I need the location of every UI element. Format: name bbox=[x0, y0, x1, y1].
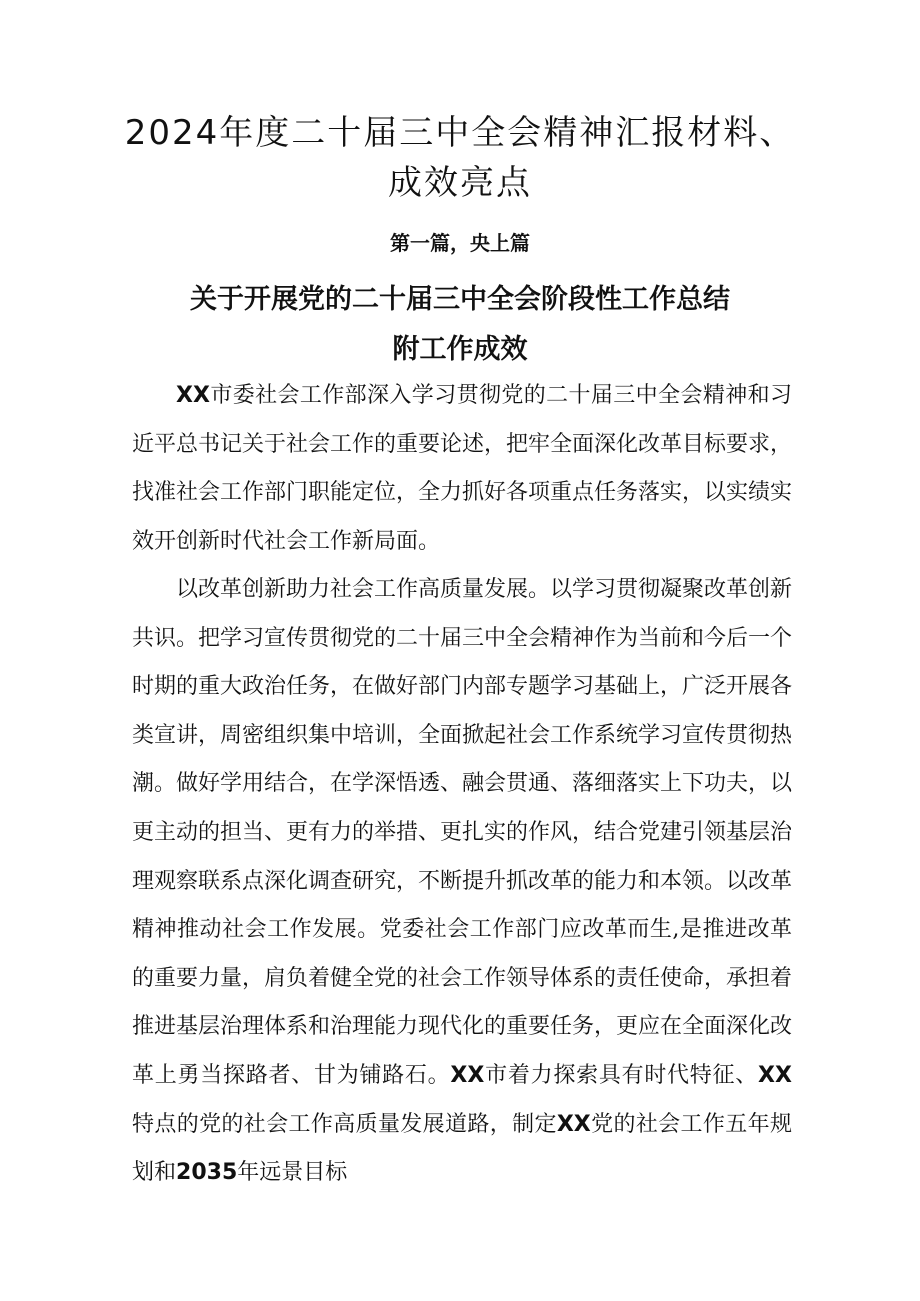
body-paragraph-1 bbox=[132, 372, 792, 566]
section-label: 第一篇，央上篇 bbox=[390, 231, 530, 255]
article-title-line2: 附工作成效 bbox=[392, 334, 528, 365]
paragraph-2-bold-2: XX bbox=[758, 1062, 792, 1088]
body-paragraph-2 bbox=[132, 566, 792, 1198]
paragraph-2-text-3: 特点的党的社会工作高质量发展道路，制定 bbox=[132, 1111, 557, 1137]
paragraph-1-bold-prefix: XX bbox=[176, 383, 210, 408]
paragraph-2-bold-4: 2035 bbox=[176, 1160, 238, 1186]
article-title-line1: 关于开展党的二十届三中全会阶段性工作总结 bbox=[190, 284, 730, 315]
paragraph-2-text-5: 年远景目标 bbox=[237, 1160, 348, 1186]
paragraph-1-text: 市委社会工作部深入学习贯彻党的二十届三中全会精神和习近平总书记关于社会工作的重要论述，把牢全面深化改革目标要求，找准社会工作部门职能定位，全力抓好各项重点任务落实，以实绩实效开创新时代社会工作新局面。 bbox=[132, 383, 793, 554]
paragraph-2-bold-3: XX bbox=[556, 1111, 591, 1137]
paragraph-2-text-4: 党的社会工作五年规划和 bbox=[132, 1111, 792, 1186]
paragraph-2-text-2: 市着力探索具有时代特征、 bbox=[484, 1062, 759, 1088]
document-title: 2024年度二十届三中全会精神汇报材料、成效亮点 bbox=[124, 113, 796, 203]
paragraph-2-text-1: 以改革创新助力社会工作高质量发展。以学习贯彻凝聚改革创新共识。把学习宣传贯彻党的二十届三中全会精神作为当前和今后一个时期的重大政治任务，在做好部门内部专题学习基础上，广泛开展各类宣讲，周密组织集中培训，全面掀起社会工作系统学习宣传贯彻热潮。做好学用结合，在学深悟透、融会贯通、落细落实上下功夫，以更主动的担当、更有力的举措、更扎实的作风，结合党建引领基层治理观察联系点深化调查研究，不断提升抓改革的能力和本领。以改革精神推动社会工作发展。党委社会工作部门应改革而生,是推进改革的重要力量，肩负着健全党的社会工作领导体系的责任使命，承担着推进基层治理体系和治理能力现代化的重要任务，更应在全面深化改革上勇当探路者、甘为铺路石。 bbox=[132, 577, 793, 1088]
paragraph-2-bold-1: XX bbox=[450, 1062, 485, 1088]
